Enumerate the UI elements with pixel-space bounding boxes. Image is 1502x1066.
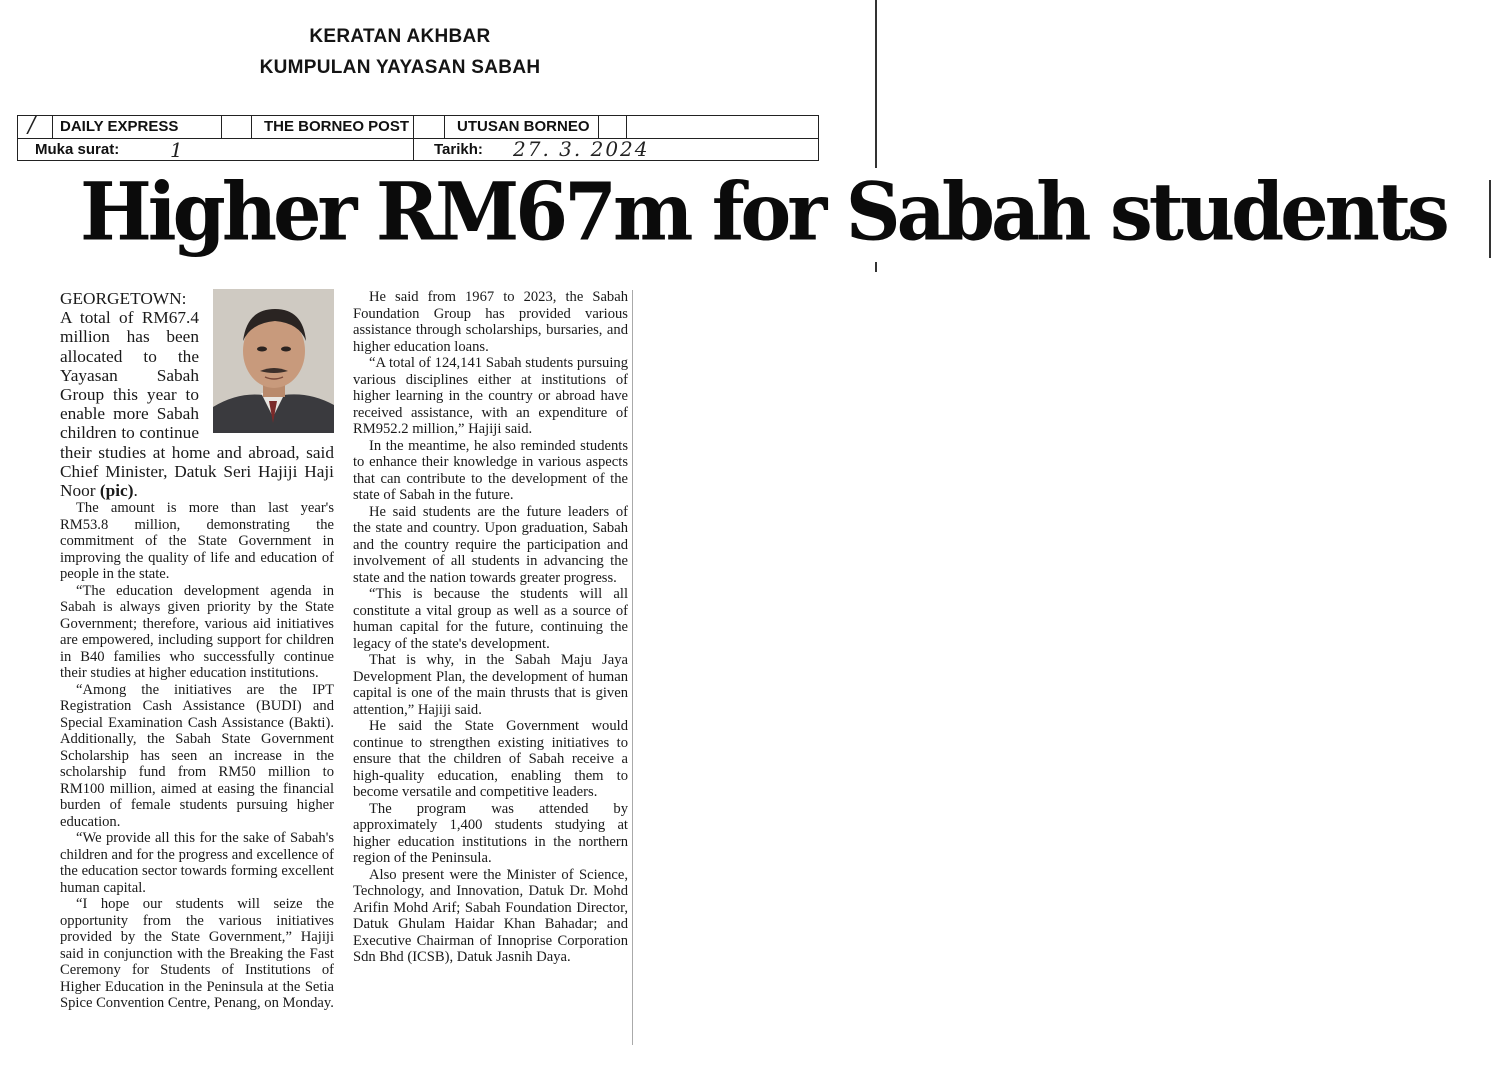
paragraph: He said students are the future leaders of the state and country. Upon graduation, Sabah and the country require the participation and involvement of all students in advancing the state and the nation towards greater progress. (353, 503, 628, 586)
paragraph: “This is because the students will all constitute a vital group as well as a source of human capital for the future, continuing the legacy of the state's development. (353, 586, 628, 652)
paragraph: Also present were the Minister of Science, Technology, and Innovation, Datuk Dr. Mohd Arifin Mohd Arif; Sabah Foundation Director, Datuk Ghulam Haidar Khan Bahadar; and Executive Chairman of Innoprise Corporation Sdn Bhd (ICSB), Datuk Jasnih Daya. (353, 866, 628, 965)
clipping-header-line1: KERATAN AKHBAR (309, 26, 491, 47)
article-headline: Higher RM67m for Sabah students (80, 165, 1446, 259)
paragraph: “We provide all this for the sake of Sabah's children and for the progress and excellence of the education sector towards forming excellent human capital. (60, 830, 334, 896)
page-label: Muka surat: (35, 141, 120, 158)
pic-reference: (pic) (99, 481, 134, 501)
scan-edge-line-lower (875, 262, 877, 272)
lede-end: . (133, 481, 138, 501)
page-value: 1 (170, 138, 183, 162)
paragraph: The amount is more than last year's RM53.8 million, demonstrating the commitment of the State Government in improving the quality of life and education of people in the state. (60, 500, 334, 583)
column-rule (632, 290, 633, 1045)
paragraph: That is why, in the Sabah Maju Jaya Development Plan, the development of human capital is one of the main thrusts that is given attention,” Hajiji said. (353, 652, 628, 718)
clipping-header-line2: KUMPULAN YAYASAN SABAH (259, 57, 541, 78)
paper-utusan-borneo: UTUSAN BORNEO (457, 118, 590, 135)
date-value: 27. 3. 2024 (513, 137, 650, 161)
paragraph: The program was attended by approximately 1,400 students studying at higher education institutions in the northern region of the Peninsula. (353, 800, 628, 866)
article-column-2 (353, 289, 628, 966)
newspaper-source-table (17, 115, 819, 161)
chief-minister-photo (213, 289, 334, 433)
paragraph: He said the State Government would continue to strengthen existing initiatives to ensure that the children of Sabah receive a high-quality education, enabling them to become versatile and competitive leaders. (353, 718, 628, 800)
check-mark-icon: / (28, 113, 36, 138)
scan-edge-line (875, 0, 877, 168)
paragraph: In the meantime, he also reminded students to enhance their knowledge in various aspects that can contribute to the development of the state of Sabah in the future. (353, 437, 628, 503)
paragraph: “The education development agenda in Sabah is always given priority by the State Government; therefore, various aid initiatives are empowered, including support for children in B40 families who successfully continue their studies at higher education institutions. (60, 582, 334, 682)
paragraph: He said from 1967 to 2023, the Sabah Foundation Group has provided various assistance through scholarships, bursaries, and higher education loans. (353, 289, 628, 355)
portrait-image (213, 289, 334, 433)
paper-daily-express: DAILY EXPRESS (60, 118, 179, 135)
paragraph: “I hope our students will seize the opportunity from the various initiatives provided by the State Government,” Hajiji said in conjunction with the Breaking the Fast Ceremony for Students of Institutions of Higher Education in the Peninsula at the Setia Spice Convention Centre, Penang, on Monday. (60, 896, 334, 1012)
paper-borneo-post: THE BORNEO POST (264, 118, 410, 135)
date-label: Tarikh: (434, 141, 483, 158)
lede-text: GEORGETOWN: A total of RM67.4 million has been allocated to the Yayasan Sabah Group this year to enable more Sabah children to continue their studies at home and abroad, said Chief Minister, Datuk Seri Hajiji Haji Noor (60, 289, 334, 501)
paragraph: “Among the initiatives are the IPT Registration Cash Assistance (BUDI) and Special Examination Cash Assistance (Bakti). Additionally, the Sabah State Government Scholarship has seen an increase in the scholarship fund from RM50 million to RM100 million, aimed at easing the financial burden of female students pursuing higher education. (60, 681, 334, 830)
article-column-1 (60, 289, 334, 1012)
paragraph: “A total of 124,141 Sabah students pursuing various disciplines either at institutions of higher learning in the country or abroad have received assistance, with an expenditure of RM952.2 million,” Hajiji said. (353, 355, 628, 437)
headline-right-rule (1489, 180, 1491, 258)
